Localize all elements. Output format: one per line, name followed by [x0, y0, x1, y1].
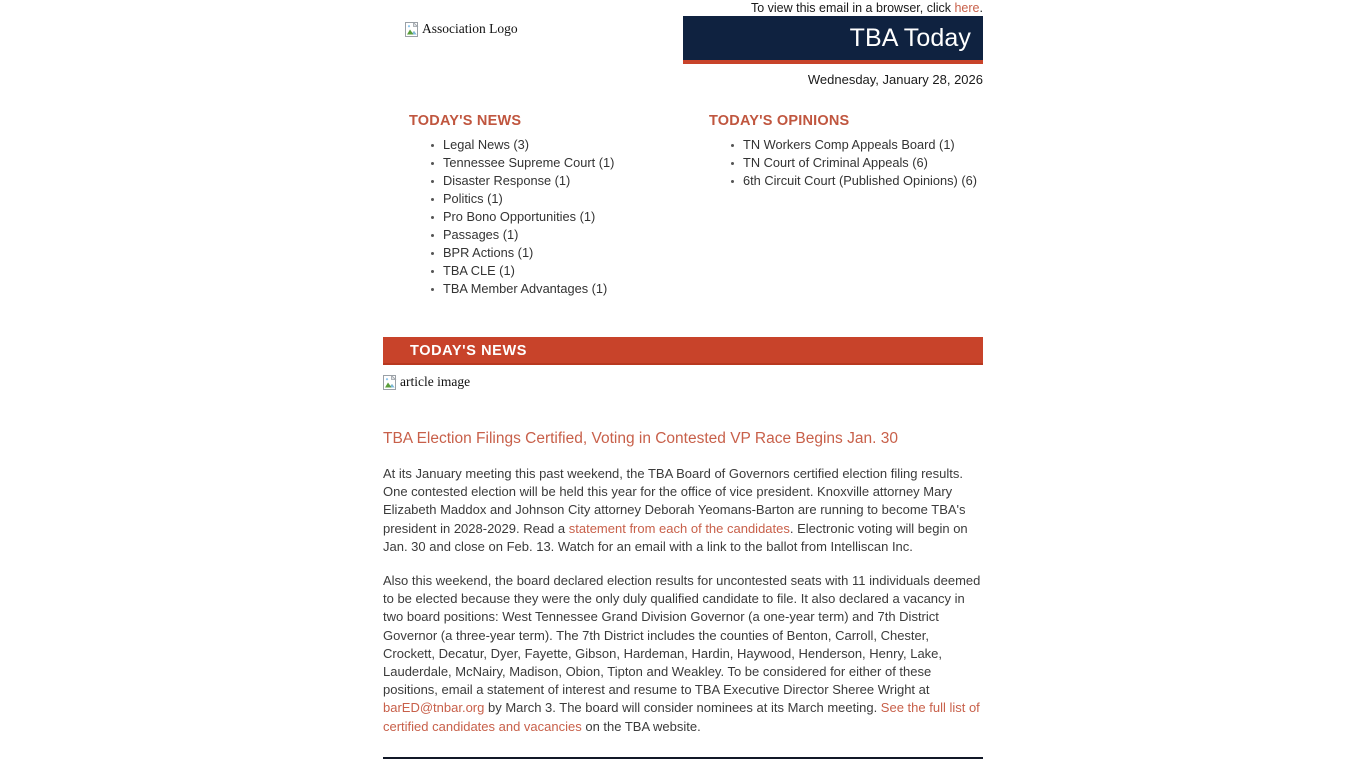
list-item-label: Disaster Response (1): [443, 173, 571, 188]
list-item-label: Passages (1): [443, 227, 519, 242]
todays-news-summary: [409, 112, 699, 298]
paragraph1-part1: At its January meeting this past weekend, the TBA Board of Governors certified election filing results. One contested election will be held this year for the office of vice president. Knoxville attorney Mary Elizabeth Maddox and Johnson City attorney Deborah Yeomans-Barton are running to become TBA's president in 2028-2029. Read a: [383, 466, 966, 536]
view-in-browser-notice: [0, 0, 983, 15]
todays-opinions-list: [709, 136, 983, 190]
issue-date: Wednesday, January 28, 2026: [807, 72, 983, 87]
email-link[interactable]: barED@tnbar.org: [383, 700, 485, 716]
association-logo-alt-text: Association Logo: [422, 21, 518, 36]
view-in-browser-suffix: .: [979, 1, 983, 15]
view-in-browser-prefix: To view this email in a browser, click: [750, 1, 955, 15]
list-item[interactable]: [743, 154, 983, 172]
todays-news-list: [409, 136, 699, 298]
paragraph2-part3: on the TBA website.: [581, 718, 701, 734]
list-item-label: TBA Member Advantages (1): [443, 281, 608, 296]
certified-candidates-link[interactable]: See the full list of certified candidates and vacancies: [383, 700, 980, 734]
list-item[interactable]: [443, 136, 699, 154]
list-item-label: Tennessee Supreme Court (1): [443, 155, 615, 170]
todays-opinions-summary: [709, 112, 983, 190]
list-item[interactable]: [443, 244, 699, 262]
broken-image-icon: [383, 375, 398, 390]
list-item[interactable]: [443, 208, 699, 226]
masthead: [383, 16, 983, 87]
list-item[interactable]: [443, 172, 699, 190]
article-image-alt-text: article image: [400, 374, 471, 389]
list-item-label: TN Workers Comp Appeals Board (1): [743, 137, 955, 152]
article-todays-news: [383, 374, 983, 736]
bottom-divider: [383, 757, 983, 759]
section-banner-todays-news: [383, 337, 983, 365]
list-item[interactable]: [443, 280, 699, 298]
list-item[interactable]: [743, 136, 983, 154]
list-item[interactable]: [443, 262, 699, 280]
association-logo[interactable]: [405, 21, 518, 37]
paragraph2-part1: Also this weekend, the board declared election results for uncontested seats with 11 individuals deemed to be elected because they were the only duly qualified candidate to file. It also declared a vacancy in two board positions: West Tennessee Grand Division Governor (a one-year term) and 7th District Governor (a three-year term). The 7th District includes the counties of Benton, Carroll, Chester, Crockett, Decatur, Dyer, Fayette, Gibson, Hardeman, Hardin, Haywood, Henderson, Henry, Lake, Lauderdale, McNairy, Madison, Obion, Tipton and Weakley. To be considered for either of these positions, email a statement of interest and resume to TBA Executive Director Sheree Wright at: [383, 573, 981, 698]
paragraph1-part2: . Electronic voting will begin on Jan. 30 and close on Feb. 13. Watch for an email with a link to the ballot from Intelliscan Inc.: [383, 520, 968, 554]
list-item[interactable]: [443, 190, 699, 208]
newsletter-title-block: [683, 16, 983, 64]
paragraph2-part2: by March 3. The board will consider nominees at its March meeting.: [484, 700, 881, 716]
candidates-statement-link[interactable]: statement from each of the candidates: [568, 520, 790, 536]
todays-opinions-heading: TODAY'S OPINIONS: [709, 113, 850, 129]
newsletter-title: TBA Today: [849, 24, 971, 52]
list-item[interactable]: [443, 226, 699, 244]
article-paragraph-1: [383, 465, 983, 556]
list-item-label: 6th Circuit Court (Published Opinions) (6): [743, 173, 977, 188]
todays-news-heading: TODAY'S NEWS: [409, 113, 522, 129]
article-image[interactable]: [383, 374, 983, 390]
view-in-browser-link[interactable]: here: [954, 1, 980, 15]
article-headline-link[interactable]: TBA Election Filings Certified, Voting in Contested VP Race Begins Jan. 30: [383, 430, 898, 447]
list-item-label: TN Court of Criminal Appeals (6): [743, 155, 928, 170]
section-banner-label: TODAY'S NEWS: [410, 343, 528, 359]
broken-image-icon: [405, 22, 420, 37]
article-paragraph-2: [383, 572, 983, 736]
list-item-label: BPR Actions (1): [443, 245, 534, 260]
list-item-label: Politics (1): [443, 191, 503, 206]
list-item[interactable]: [443, 154, 699, 172]
list-item-label: Pro Bono Opportunities (1): [443, 209, 596, 224]
list-item-label: TBA CLE (1): [443, 263, 515, 278]
list-item[interactable]: [743, 172, 983, 190]
list-item-label: Legal News (3): [443, 137, 530, 152]
article-headline[interactable]: [383, 429, 983, 449]
